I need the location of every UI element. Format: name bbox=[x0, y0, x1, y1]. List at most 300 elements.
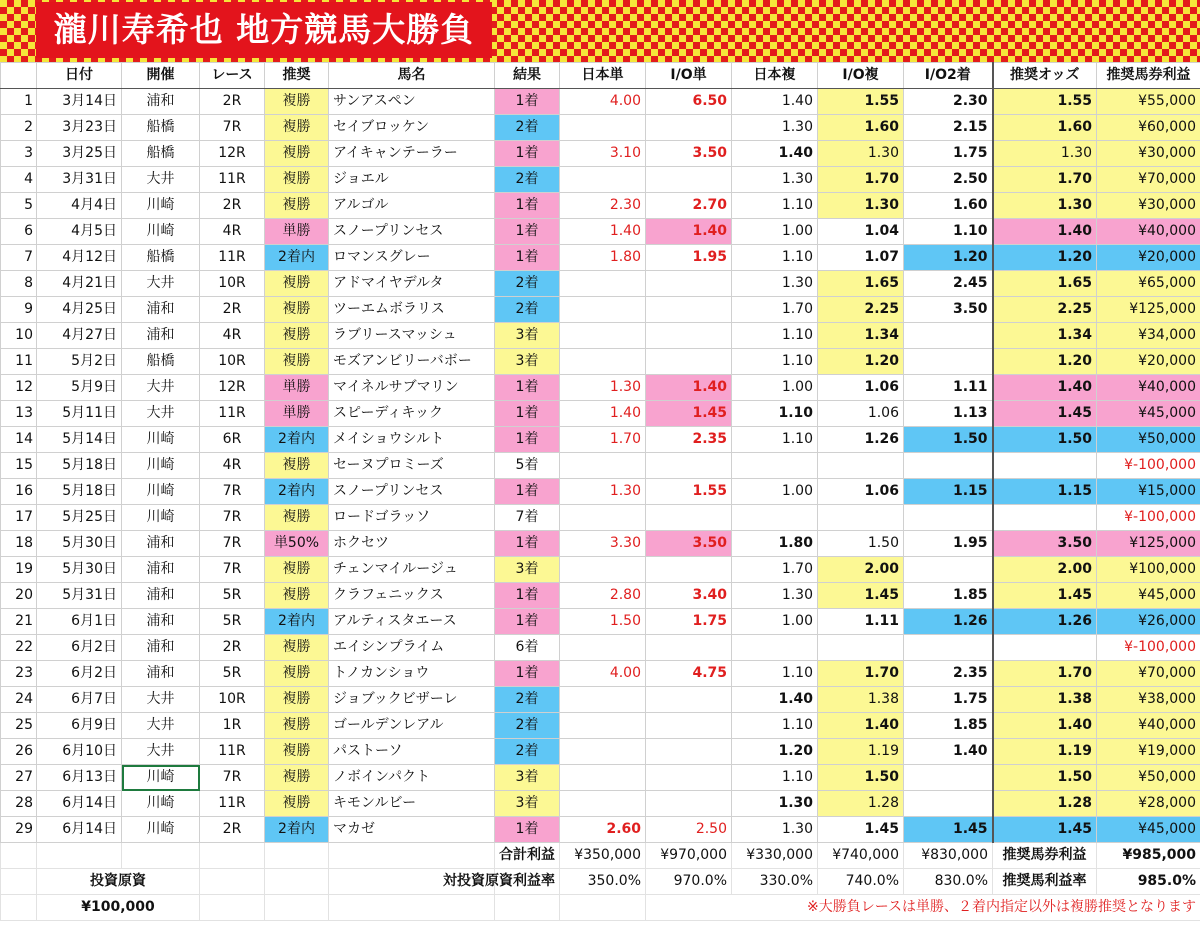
venue-cell[interactable]: 大井 bbox=[122, 713, 200, 739]
io-top2-cell[interactable]: 1.20 bbox=[904, 245, 993, 271]
venue-cell[interactable]: 大井 bbox=[122, 687, 200, 713]
rec-rate-label[interactable]: 推奨馬利益率 bbox=[993, 869, 1097, 895]
header-recommend[interactable]: 推奨 bbox=[265, 63, 329, 89]
venue-cell[interactable]: 浦和 bbox=[122, 557, 200, 583]
io-win-cell[interactable] bbox=[646, 349, 732, 375]
io-top2-cell[interactable]: 1.85 bbox=[904, 583, 993, 609]
horse-name-cell[interactable]: マイネルサブマリン bbox=[329, 375, 495, 401]
recommend-cell[interactable]: 単勝 bbox=[265, 401, 329, 427]
result-cell[interactable]: 2着 bbox=[495, 167, 560, 193]
rec-odds-cell[interactable]: 1.40 bbox=[993, 375, 1097, 401]
recommend-cell[interactable]: 複勝 bbox=[265, 557, 329, 583]
rec-odds-cell[interactable]: 1.40 bbox=[993, 219, 1097, 245]
io-win-cell[interactable] bbox=[646, 505, 732, 531]
jp-place-cell[interactable] bbox=[732, 505, 818, 531]
rec-odds-cell[interactable]: 1.20 bbox=[993, 245, 1097, 271]
rec-profit-cell[interactable]: ¥-100,000 bbox=[1097, 453, 1200, 479]
horse-name-cell[interactable]: アルゴル bbox=[329, 193, 495, 219]
horse-name-cell[interactable]: セーヌプロミーズ bbox=[329, 453, 495, 479]
header-venue[interactable]: 開催 bbox=[122, 63, 200, 89]
io-top2-cell[interactable]: 2.30 bbox=[904, 89, 993, 115]
recommend-cell[interactable]: 2着内 bbox=[265, 817, 329, 843]
rec-profit-label[interactable]: 推奨馬券利益 bbox=[993, 843, 1097, 869]
rec-odds-cell[interactable]: 1.40 bbox=[993, 713, 1097, 739]
io-win-cell[interactable]: 1.45 bbox=[646, 401, 732, 427]
io-top2-cell[interactable]: 1.95 bbox=[904, 531, 993, 557]
io-top2-cell[interactable]: 2.45 bbox=[904, 271, 993, 297]
rec-odds-cell[interactable]: 1.55 bbox=[993, 89, 1097, 115]
header-date[interactable]: 日付 bbox=[37, 63, 122, 89]
jp-place-cell[interactable]: 1.00 bbox=[732, 219, 818, 245]
io-win-cell[interactable] bbox=[646, 323, 732, 349]
venue-cell[interactable]: 川崎 bbox=[122, 765, 200, 791]
rec-odds-cell[interactable]: 1.60 bbox=[993, 115, 1097, 141]
result-cell[interactable]: 1着 bbox=[495, 531, 560, 557]
io-top2-cell[interactable]: 1.85 bbox=[904, 713, 993, 739]
io-top2-cell[interactable]: 2.50 bbox=[904, 167, 993, 193]
jp-win-cell[interactable]: 1.30 bbox=[560, 375, 646, 401]
rate-jp-place[interactable]: 330.0% bbox=[732, 869, 818, 895]
result-cell[interactable]: 2着 bbox=[495, 687, 560, 713]
io-top2-cell[interactable]: 1.26 bbox=[904, 609, 993, 635]
venue-cell[interactable]: 大井 bbox=[122, 739, 200, 765]
race-cell[interactable]: 11R bbox=[200, 739, 265, 765]
recommend-cell[interactable]: 複勝 bbox=[265, 115, 329, 141]
io-place-cell[interactable]: 1.38 bbox=[818, 687, 904, 713]
recommend-cell[interactable]: 複勝 bbox=[265, 739, 329, 765]
io-win-cell[interactable] bbox=[646, 453, 732, 479]
race-cell[interactable]: 2R bbox=[200, 89, 265, 115]
horse-name-cell[interactable]: アイキャンテーラー bbox=[329, 141, 495, 167]
io-top2-cell[interactable] bbox=[904, 557, 993, 583]
jp-place-cell[interactable]: 1.10 bbox=[732, 245, 818, 271]
venue-cell[interactable]: 川崎 bbox=[122, 817, 200, 843]
io-place-cell[interactable]: 1.28 bbox=[818, 791, 904, 817]
horse-name-cell[interactable]: トノカンショウ bbox=[329, 661, 495, 687]
jp-place-cell[interactable]: 1.40 bbox=[732, 687, 818, 713]
race-cell[interactable]: 12R bbox=[200, 141, 265, 167]
venue-cell[interactable]: 浦和 bbox=[122, 661, 200, 687]
jp-win-cell[interactable] bbox=[560, 271, 646, 297]
race-cell[interactable]: 7R bbox=[200, 479, 265, 505]
horse-name-cell[interactable]: セイブロッケン bbox=[329, 115, 495, 141]
jp-place-cell[interactable]: 1.10 bbox=[732, 765, 818, 791]
recommend-cell[interactable]: 複勝 bbox=[265, 791, 329, 817]
recommend-cell[interactable]: 複勝 bbox=[265, 635, 329, 661]
venue-cell[interactable]: 大井 bbox=[122, 375, 200, 401]
io-win-cell[interactable] bbox=[646, 739, 732, 765]
recommend-cell[interactable]: 複勝 bbox=[265, 661, 329, 687]
date-cell[interactable]: 5月11日 bbox=[37, 401, 122, 427]
rec-odds-cell[interactable]: 1.34 bbox=[993, 323, 1097, 349]
date-cell[interactable]: 5月9日 bbox=[37, 375, 122, 401]
jp-place-cell[interactable]: 1.10 bbox=[732, 193, 818, 219]
rec-odds-cell[interactable]: 1.45 bbox=[993, 583, 1097, 609]
io-win-cell[interactable]: 3.50 bbox=[646, 141, 732, 167]
jp-win-cell[interactable]: 1.40 bbox=[560, 401, 646, 427]
venue-cell[interactable]: 大井 bbox=[122, 271, 200, 297]
result-cell[interactable]: 1着 bbox=[495, 375, 560, 401]
result-cell[interactable]: 1着 bbox=[495, 583, 560, 609]
rec-odds-cell[interactable]: 1.30 bbox=[993, 193, 1097, 219]
recommend-cell[interactable]: 複勝 bbox=[265, 89, 329, 115]
jp-win-cell[interactable]: 1.40 bbox=[560, 219, 646, 245]
header-io-top2[interactable]: I/O2着 bbox=[904, 63, 993, 89]
race-cell[interactable]: 7R bbox=[200, 115, 265, 141]
io-top2-cell[interactable]: 1.75 bbox=[904, 687, 993, 713]
venue-cell[interactable]: 浦和 bbox=[122, 583, 200, 609]
horse-name-cell[interactable]: サンアスペン bbox=[329, 89, 495, 115]
rate-jp-win[interactable]: 350.0% bbox=[560, 869, 646, 895]
rec-profit-cell[interactable]: ¥50,000 bbox=[1097, 765, 1200, 791]
recommend-cell[interactable]: 複勝 bbox=[265, 349, 329, 375]
rate-io-top2[interactable]: 830.0% bbox=[904, 869, 993, 895]
result-cell[interactable]: 5着 bbox=[495, 453, 560, 479]
io-top2-cell[interactable]: 1.60 bbox=[904, 193, 993, 219]
jp-win-cell[interactable]: 2.30 bbox=[560, 193, 646, 219]
rec-profit-cell[interactable]: ¥45,000 bbox=[1097, 583, 1200, 609]
recommend-cell[interactable]: 2着内 bbox=[265, 479, 329, 505]
rate-io-win[interactable]: 970.0% bbox=[646, 869, 732, 895]
io-place-cell[interactable]: 1.20 bbox=[818, 349, 904, 375]
io-place-cell[interactable]: 1.30 bbox=[818, 141, 904, 167]
io-win-cell[interactable]: 3.40 bbox=[646, 583, 732, 609]
date-cell[interactable]: 5月2日 bbox=[37, 349, 122, 375]
result-cell[interactable]: 2着 bbox=[495, 297, 560, 323]
rec-odds-cell[interactable]: 1.65 bbox=[993, 271, 1097, 297]
date-cell[interactable]: 5月30日 bbox=[37, 531, 122, 557]
recommend-cell[interactable]: 複勝 bbox=[265, 583, 329, 609]
header-io-place[interactable]: I/O複 bbox=[818, 63, 904, 89]
jp-place-cell[interactable] bbox=[732, 453, 818, 479]
result-cell[interactable]: 1着 bbox=[495, 817, 560, 843]
io-place-cell[interactable] bbox=[818, 505, 904, 531]
recommend-cell[interactable]: 複勝 bbox=[265, 297, 329, 323]
rec-odds-cell[interactable] bbox=[993, 505, 1097, 531]
race-cell[interactable]: 4R bbox=[200, 453, 265, 479]
jp-place-cell[interactable]: 1.00 bbox=[732, 609, 818, 635]
jp-win-cell[interactable] bbox=[560, 635, 646, 661]
rec-odds-cell[interactable]: 2.25 bbox=[993, 297, 1097, 323]
jp-win-cell[interactable]: 4.00 bbox=[560, 89, 646, 115]
race-cell[interactable]: 5R bbox=[200, 661, 265, 687]
total-jp-place[interactable]: ¥330,000 bbox=[732, 843, 818, 869]
rec-odds-cell[interactable]: 1.20 bbox=[993, 349, 1097, 375]
recommend-cell[interactable]: 2着内 bbox=[265, 427, 329, 453]
io-place-cell[interactable]: 1.45 bbox=[818, 817, 904, 843]
date-cell[interactable]: 5月18日 bbox=[37, 479, 122, 505]
jp-win-cell[interactable]: 3.10 bbox=[560, 141, 646, 167]
header-io-win[interactable]: I/O単 bbox=[646, 63, 732, 89]
io-win-cell[interactable] bbox=[646, 791, 732, 817]
jp-win-cell[interactable] bbox=[560, 349, 646, 375]
venue-cell[interactable]: 浦和 bbox=[122, 323, 200, 349]
venue-cell[interactable]: 川崎 bbox=[122, 193, 200, 219]
result-cell[interactable]: 1着 bbox=[495, 427, 560, 453]
recommend-cell[interactable]: 2着内 bbox=[265, 245, 329, 271]
io-place-cell[interactable]: 1.26 bbox=[818, 427, 904, 453]
recommend-cell[interactable]: 複勝 bbox=[265, 167, 329, 193]
header-jp-place[interactable]: 日本複 bbox=[732, 63, 818, 89]
result-cell[interactable]: 1着 bbox=[495, 193, 560, 219]
date-cell[interactable]: 6月10日 bbox=[37, 739, 122, 765]
venue-cell[interactable]: 川崎 bbox=[122, 505, 200, 531]
io-top2-cell[interactable] bbox=[904, 635, 993, 661]
horse-name-cell[interactable]: メイショウシルト bbox=[329, 427, 495, 453]
jp-place-cell[interactable]: 1.30 bbox=[732, 167, 818, 193]
io-top2-cell[interactable]: 1.11 bbox=[904, 375, 993, 401]
io-win-cell[interactable] bbox=[646, 557, 732, 583]
io-place-cell[interactable]: 1.45 bbox=[818, 583, 904, 609]
rec-profit-cell[interactable]: ¥100,000 bbox=[1097, 557, 1200, 583]
recommend-cell[interactable]: 複勝 bbox=[265, 505, 329, 531]
jp-win-cell[interactable] bbox=[560, 791, 646, 817]
io-place-cell[interactable]: 1.55 bbox=[818, 89, 904, 115]
io-win-cell[interactable]: 3.50 bbox=[646, 531, 732, 557]
io-place-cell[interactable]: 1.06 bbox=[818, 401, 904, 427]
race-cell[interactable]: 7R bbox=[200, 557, 265, 583]
horse-name-cell[interactable]: マカゼ bbox=[329, 817, 495, 843]
invest-value[interactable]: ¥100,000 bbox=[37, 895, 200, 921]
io-win-cell[interactable] bbox=[646, 297, 732, 323]
race-cell[interactable]: 12R bbox=[200, 375, 265, 401]
date-cell[interactable]: 5月30日 bbox=[37, 557, 122, 583]
io-top2-cell[interactable]: 1.10 bbox=[904, 219, 993, 245]
venue-cell[interactable]: 船橋 bbox=[122, 245, 200, 271]
race-cell[interactable]: 5R bbox=[200, 583, 265, 609]
jp-win-cell[interactable] bbox=[560, 739, 646, 765]
io-win-cell[interactable]: 2.70 bbox=[646, 193, 732, 219]
horse-name-cell[interactable]: ツーエムボラリス bbox=[329, 297, 495, 323]
jp-win-cell[interactable] bbox=[560, 297, 646, 323]
rec-profit-cell[interactable]: ¥125,000 bbox=[1097, 531, 1200, 557]
jp-place-cell[interactable]: 1.00 bbox=[732, 479, 818, 505]
date-cell[interactable]: 4月21日 bbox=[37, 271, 122, 297]
io-win-cell[interactable]: 1.40 bbox=[646, 219, 732, 245]
horse-name-cell[interactable]: ロードゴラッソ bbox=[329, 505, 495, 531]
io-win-cell[interactable] bbox=[646, 687, 732, 713]
jp-win-cell[interactable]: 2.80 bbox=[560, 583, 646, 609]
jp-win-cell[interactable] bbox=[560, 453, 646, 479]
race-cell[interactable]: 7R bbox=[200, 505, 265, 531]
io-place-cell[interactable]: 2.00 bbox=[818, 557, 904, 583]
venue-cell[interactable]: 浦和 bbox=[122, 609, 200, 635]
recommend-cell[interactable]: 複勝 bbox=[265, 193, 329, 219]
date-cell[interactable]: 6月7日 bbox=[37, 687, 122, 713]
rec-odds-cell[interactable]: 1.70 bbox=[993, 167, 1097, 193]
race-cell[interactable]: 10R bbox=[200, 349, 265, 375]
horse-name-cell[interactable]: エイシンプライム bbox=[329, 635, 495, 661]
rec-profit-cell[interactable]: ¥40,000 bbox=[1097, 375, 1200, 401]
jp-place-cell[interactable]: 1.10 bbox=[732, 661, 818, 687]
rec-profit-cell[interactable]: ¥-100,000 bbox=[1097, 505, 1200, 531]
race-cell[interactable]: 10R bbox=[200, 687, 265, 713]
date-cell[interactable]: 4月4日 bbox=[37, 193, 122, 219]
date-cell[interactable]: 3月14日 bbox=[37, 89, 122, 115]
date-cell[interactable]: 6月14日 bbox=[37, 817, 122, 843]
result-cell[interactable]: 1着 bbox=[495, 661, 560, 687]
result-cell[interactable]: 3着 bbox=[495, 791, 560, 817]
recommend-cell[interactable]: 複勝 bbox=[265, 687, 329, 713]
race-cell[interactable]: 6R bbox=[200, 427, 265, 453]
rec-profit-value[interactable]: ¥985,000 bbox=[1097, 843, 1200, 869]
rec-odds-cell[interactable]: 2.00 bbox=[993, 557, 1097, 583]
rec-profit-cell[interactable]: ¥55,000 bbox=[1097, 89, 1200, 115]
jp-place-cell[interactable] bbox=[732, 635, 818, 661]
date-cell[interactable]: 6月2日 bbox=[37, 635, 122, 661]
io-place-cell[interactable] bbox=[818, 453, 904, 479]
rec-profit-cell[interactable]: ¥70,000 bbox=[1097, 167, 1200, 193]
rate-io-place[interactable]: 740.0% bbox=[818, 869, 904, 895]
io-place-cell[interactable]: 1.70 bbox=[818, 661, 904, 687]
rec-profit-cell[interactable]: ¥34,000 bbox=[1097, 323, 1200, 349]
io-top2-cell[interactable] bbox=[904, 505, 993, 531]
jp-win-cell[interactable]: 1.30 bbox=[560, 479, 646, 505]
date-cell[interactable]: 4月5日 bbox=[37, 219, 122, 245]
rec-profit-cell[interactable]: ¥40,000 bbox=[1097, 713, 1200, 739]
date-cell[interactable]: 6月1日 bbox=[37, 609, 122, 635]
recommend-cell[interactable]: 単勝 bbox=[265, 375, 329, 401]
rec-odds-cell[interactable]: 1.30 bbox=[993, 141, 1097, 167]
venue-cell[interactable]: 川崎 bbox=[122, 427, 200, 453]
rec-odds-cell[interactable]: 1.45 bbox=[993, 817, 1097, 843]
race-cell[interactable]: 10R bbox=[200, 271, 265, 297]
horse-name-cell[interactable]: クラフェニックス bbox=[329, 583, 495, 609]
io-win-cell[interactable] bbox=[646, 635, 732, 661]
race-cell[interactable]: 2R bbox=[200, 635, 265, 661]
io-top2-cell[interactable] bbox=[904, 453, 993, 479]
rec-profit-cell[interactable]: ¥45,000 bbox=[1097, 817, 1200, 843]
result-cell[interactable]: 1着 bbox=[495, 141, 560, 167]
horse-name-cell[interactable]: キモンルビー bbox=[329, 791, 495, 817]
rec-profit-cell[interactable]: ¥19,000 bbox=[1097, 739, 1200, 765]
recommend-cell[interactable]: 複勝 bbox=[265, 713, 329, 739]
total-jp-win[interactable]: ¥350,000 bbox=[560, 843, 646, 869]
date-cell[interactable]: 4月27日 bbox=[37, 323, 122, 349]
result-cell[interactable]: 1着 bbox=[495, 479, 560, 505]
rec-profit-cell[interactable]: ¥65,000 bbox=[1097, 271, 1200, 297]
io-place-cell[interactable]: 1.04 bbox=[818, 219, 904, 245]
horse-name-cell[interactable]: チェンマイルージュ bbox=[329, 557, 495, 583]
date-cell[interactable]: 6月9日 bbox=[37, 713, 122, 739]
rec-profit-cell[interactable]: ¥15,000 bbox=[1097, 479, 1200, 505]
io-top2-cell[interactable]: 3.50 bbox=[904, 297, 993, 323]
rec-odds-cell[interactable] bbox=[993, 635, 1097, 661]
jp-win-cell[interactable] bbox=[560, 115, 646, 141]
total-io-place[interactable]: ¥740,000 bbox=[818, 843, 904, 869]
jp-place-cell[interactable]: 1.00 bbox=[732, 375, 818, 401]
result-cell[interactable]: 3着 bbox=[495, 557, 560, 583]
rec-odds-cell[interactable]: 1.50 bbox=[993, 427, 1097, 453]
rec-profit-cell[interactable]: ¥30,000 bbox=[1097, 193, 1200, 219]
venue-cell[interactable]: 浦和 bbox=[122, 297, 200, 323]
rec-odds-cell[interactable]: 1.15 bbox=[993, 479, 1097, 505]
rec-profit-cell[interactable]: ¥28,000 bbox=[1097, 791, 1200, 817]
jp-place-cell[interactable]: 1.10 bbox=[732, 349, 818, 375]
jp-win-cell[interactable]: 3.30 bbox=[560, 531, 646, 557]
horse-name-cell[interactable]: スピーディキック bbox=[329, 401, 495, 427]
io-place-cell[interactable]: 1.60 bbox=[818, 115, 904, 141]
horse-name-cell[interactable]: ジョエル bbox=[329, 167, 495, 193]
rec-profit-cell[interactable]: ¥40,000 bbox=[1097, 219, 1200, 245]
venue-cell[interactable]: 船橋 bbox=[122, 141, 200, 167]
rec-profit-cell[interactable]: ¥20,000 bbox=[1097, 245, 1200, 271]
rec-odds-cell[interactable]: 1.19 bbox=[993, 739, 1097, 765]
invest-label[interactable]: 投資原資 bbox=[37, 869, 200, 895]
jp-win-cell[interactable]: 1.50 bbox=[560, 609, 646, 635]
jp-place-cell[interactable]: 1.40 bbox=[732, 141, 818, 167]
race-cell[interactable]: 11R bbox=[200, 167, 265, 193]
io-win-cell[interactable]: 4.75 bbox=[646, 661, 732, 687]
rec-odds-cell[interactable]: 1.70 bbox=[993, 661, 1097, 687]
jp-win-cell[interactable] bbox=[560, 557, 646, 583]
venue-cell[interactable]: 浦和 bbox=[122, 89, 200, 115]
header-race[interactable]: レース bbox=[200, 63, 265, 89]
jp-win-cell[interactable] bbox=[560, 505, 646, 531]
rec-profit-cell[interactable]: ¥50,000 bbox=[1097, 427, 1200, 453]
io-win-cell[interactable] bbox=[646, 115, 732, 141]
horse-name-cell[interactable]: ゴールデンレアル bbox=[329, 713, 495, 739]
rec-odds-cell[interactable]: 1.26 bbox=[993, 609, 1097, 635]
recommend-cell[interactable]: 複勝 bbox=[265, 323, 329, 349]
jp-place-cell[interactable]: 1.10 bbox=[732, 323, 818, 349]
jp-place-cell[interactable]: 1.30 bbox=[732, 271, 818, 297]
io-place-cell[interactable]: 1.40 bbox=[818, 713, 904, 739]
rec-profit-cell[interactable]: ¥30,000 bbox=[1097, 141, 1200, 167]
date-cell[interactable]: 5月25日 bbox=[37, 505, 122, 531]
jp-win-cell[interactable]: 1.80 bbox=[560, 245, 646, 271]
jp-place-cell[interactable]: 1.10 bbox=[732, 401, 818, 427]
jp-win-cell[interactable]: 1.70 bbox=[560, 427, 646, 453]
io-top2-cell[interactable]: 1.50 bbox=[904, 427, 993, 453]
date-cell[interactable]: 3月31日 bbox=[37, 167, 122, 193]
race-cell[interactable]: 2R bbox=[200, 297, 265, 323]
io-place-cell[interactable]: 1.34 bbox=[818, 323, 904, 349]
horse-name-cell[interactable]: アルティスタエース bbox=[329, 609, 495, 635]
io-win-cell[interactable]: 1.95 bbox=[646, 245, 732, 271]
result-cell[interactable]: 2着 bbox=[495, 739, 560, 765]
io-top2-cell[interactable]: 1.45 bbox=[904, 817, 993, 843]
jp-win-cell[interactable] bbox=[560, 765, 646, 791]
io-place-cell[interactable]: 1.06 bbox=[818, 375, 904, 401]
io-top2-cell[interactable] bbox=[904, 791, 993, 817]
io-top2-cell[interactable]: 1.13 bbox=[904, 401, 993, 427]
io-top2-cell[interactable]: 1.40 bbox=[904, 739, 993, 765]
jp-win-cell[interactable] bbox=[560, 687, 646, 713]
race-cell[interactable]: 7R bbox=[200, 765, 265, 791]
venue-cell[interactable]: 浦和 bbox=[122, 531, 200, 557]
rec-profit-cell[interactable]: ¥-100,000 bbox=[1097, 635, 1200, 661]
horse-name-cell[interactable]: ノボインパクト bbox=[329, 765, 495, 791]
rate-label[interactable] bbox=[443, 869, 560, 895]
rec-odds-cell[interactable]: 1.50 bbox=[993, 765, 1097, 791]
jp-place-cell[interactable]: 1.70 bbox=[732, 297, 818, 323]
result-cell[interactable]: 6着 bbox=[495, 635, 560, 661]
recommend-cell[interactable]: 複勝 bbox=[265, 141, 329, 167]
date-cell[interactable]: 4月12日 bbox=[37, 245, 122, 271]
jp-place-cell[interactable]: 1.10 bbox=[732, 713, 818, 739]
result-cell[interactable]: 2着 bbox=[495, 713, 560, 739]
io-place-cell[interactable]: 1.19 bbox=[818, 739, 904, 765]
io-place-cell[interactable]: 1.70 bbox=[818, 167, 904, 193]
io-win-cell[interactable]: 1.75 bbox=[646, 609, 732, 635]
io-top2-cell[interactable] bbox=[904, 765, 993, 791]
io-win-cell[interactable]: 6.50 bbox=[646, 89, 732, 115]
jp-place-cell[interactable]: 1.80 bbox=[732, 531, 818, 557]
horse-name-cell[interactable]: スノープリンセス bbox=[329, 479, 495, 505]
jp-place-cell[interactable]: 1.30 bbox=[732, 115, 818, 141]
result-cell[interactable]: 1着 bbox=[495, 89, 560, 115]
